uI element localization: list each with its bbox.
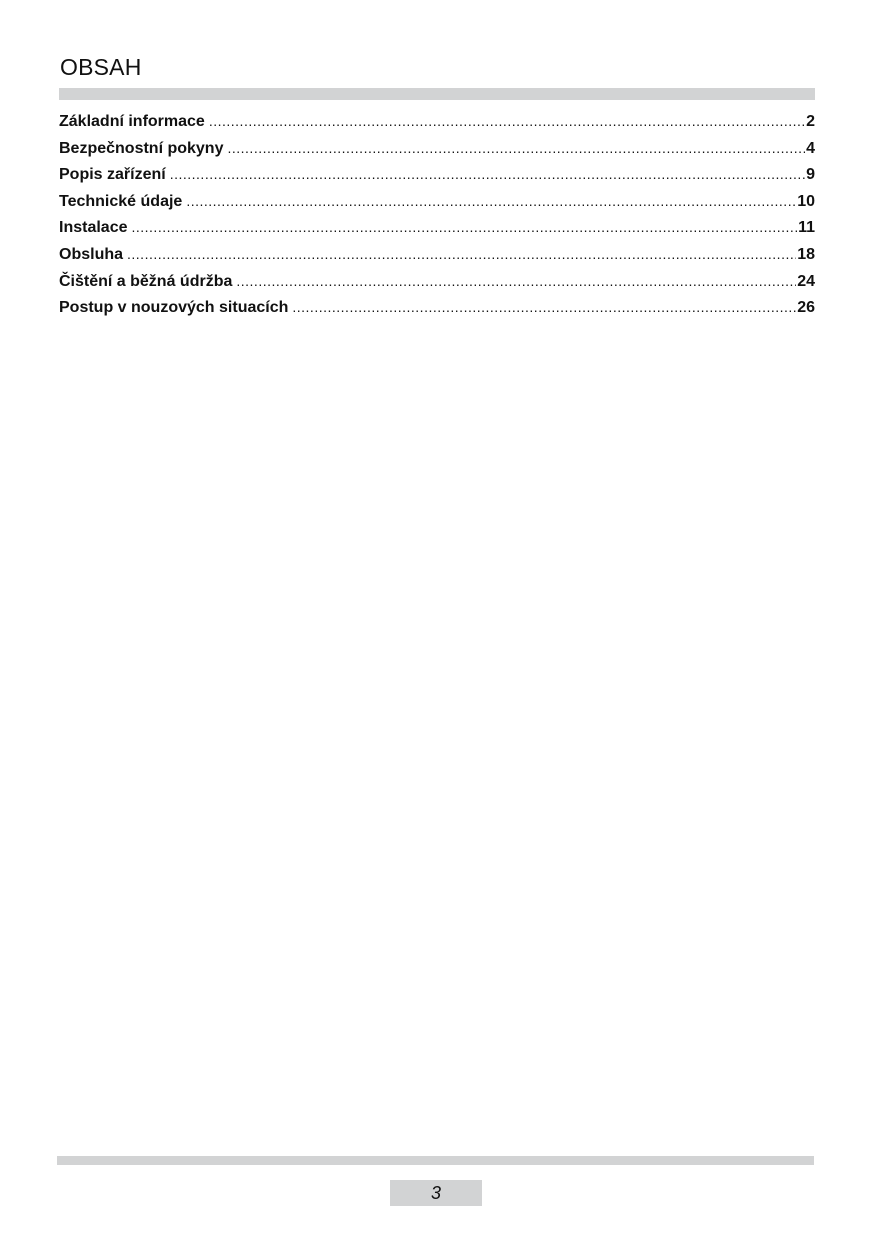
page-title: OBSAH xyxy=(60,54,142,80)
toc-dot-leader xyxy=(227,140,805,156)
toc-entry-postup-v-nouzovych-situacich[interactable] xyxy=(59,299,815,326)
toc-entry-page: 11 xyxy=(798,219,815,237)
header-divider-bar xyxy=(59,88,815,100)
toc-entry-page: 10 xyxy=(797,192,815,210)
toc-dot-leader xyxy=(131,219,797,235)
toc-entry-label: Postup v nouzových situacích xyxy=(59,299,289,317)
toc-entry-label: Instalace xyxy=(59,219,128,237)
toc-dot-leader xyxy=(186,193,796,209)
toc-entry-instalace[interactable] xyxy=(59,219,815,246)
toc-entry-page: 18 xyxy=(797,245,815,263)
footer-divider-bar xyxy=(57,1156,814,1165)
toc-entry-label: Čištění a běžná údržba xyxy=(59,272,233,290)
toc-entry-page: 2 xyxy=(806,113,815,130)
page-number: 3 xyxy=(390,1180,482,1206)
toc-entry-label: Obsluha xyxy=(59,245,124,263)
toc-dot-leader xyxy=(292,299,796,315)
toc-dot-leader xyxy=(170,166,805,182)
toc-entry-page: 4 xyxy=(806,139,815,157)
toc-dot-leader xyxy=(127,246,796,262)
toc-dot-leader xyxy=(209,113,805,129)
toc-entry-label: Popis zařízení xyxy=(59,166,166,184)
toc-entry-label: Technické údaje xyxy=(59,192,183,210)
toc-entry-page: 9 xyxy=(806,166,815,184)
toc-entry-label: Bezpečnostní pokyny xyxy=(59,139,224,157)
toc-entry-obsluha[interactable] xyxy=(59,246,815,273)
toc-entry-label: Základní informace xyxy=(59,113,205,130)
toc-entry-page: 26 xyxy=(797,299,815,317)
toc-entry-bezpecnostni-pokyny[interactable] xyxy=(59,140,815,167)
toc-entry-technicke-udaje[interactable] xyxy=(59,193,815,220)
table-of-contents xyxy=(59,113,815,326)
toc-entry-page: 24 xyxy=(797,272,815,290)
toc-dot-leader xyxy=(236,273,796,289)
toc-entry-cisteni-a-bezna-udrzba[interactable] xyxy=(59,273,815,300)
toc-entry-zakladni-informace[interactable] xyxy=(59,113,815,140)
toc-entry-popis-zarizeni[interactable] xyxy=(59,166,815,193)
